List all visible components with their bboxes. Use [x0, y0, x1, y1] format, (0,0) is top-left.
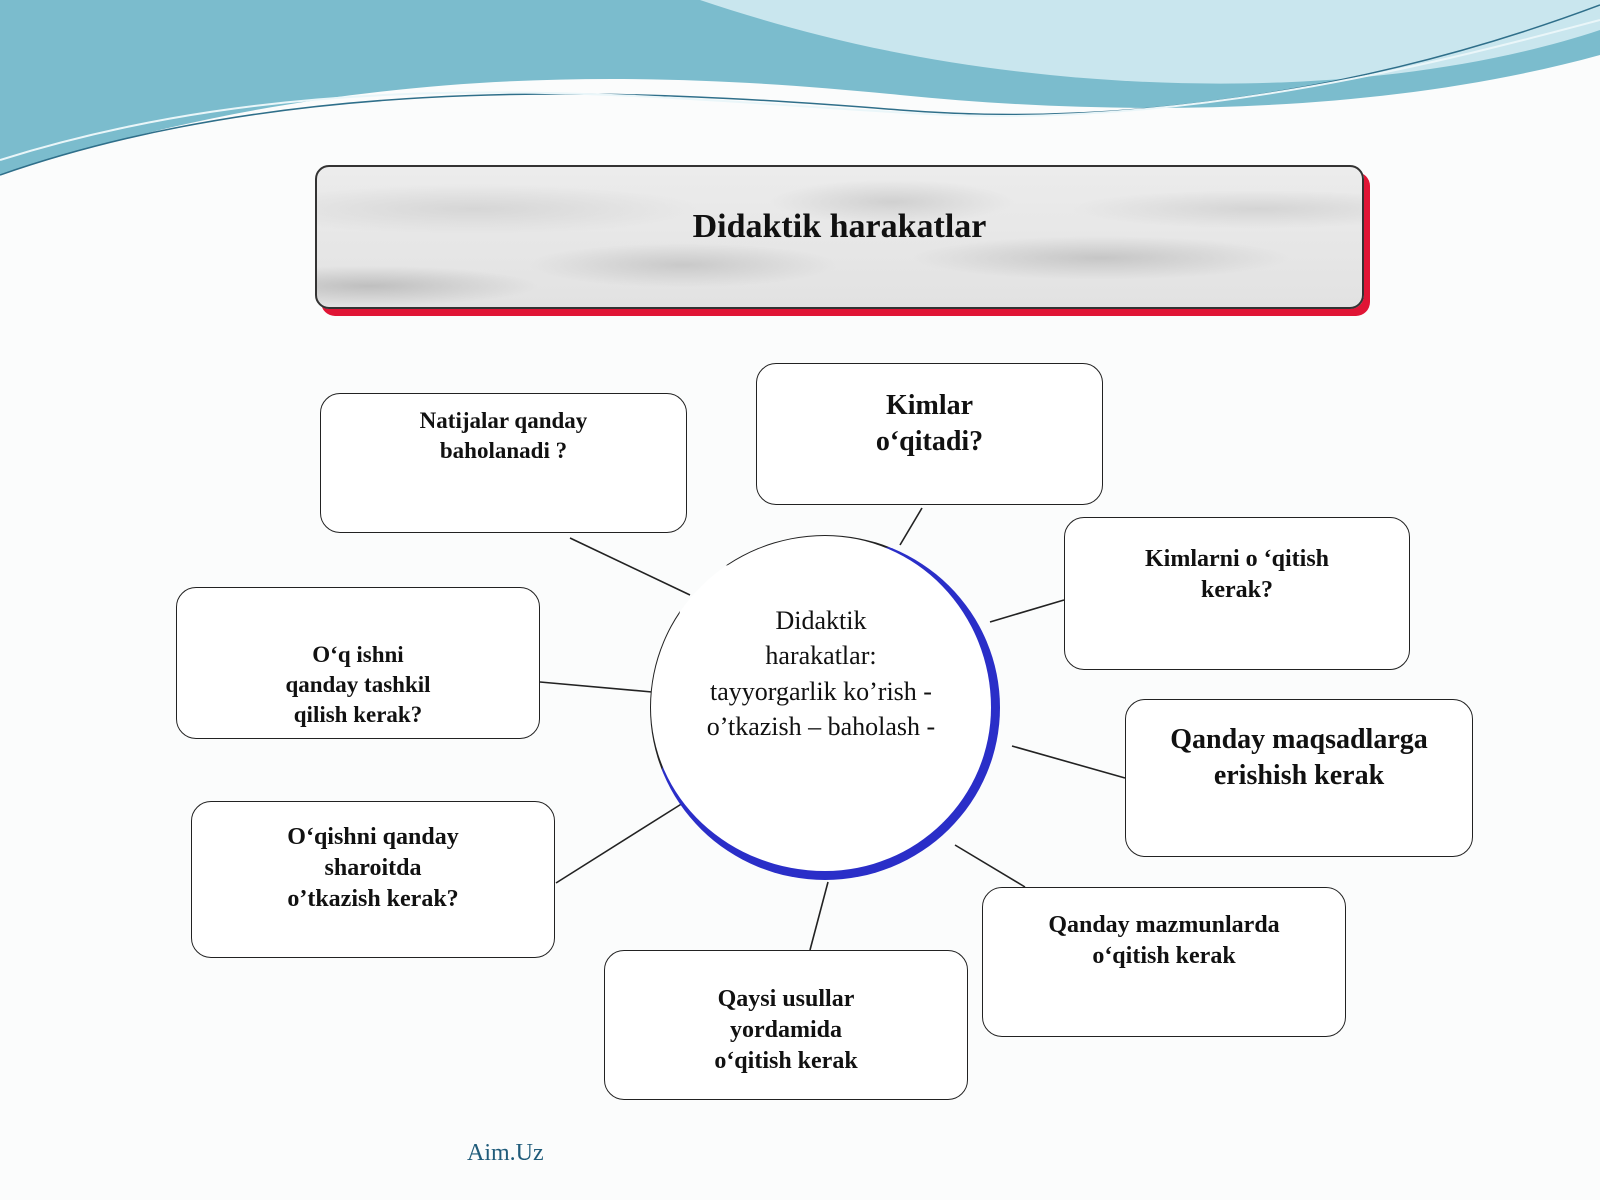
slide-title: Didaktik harakatlar [692, 208, 987, 245]
node-text-line: Natijalar qanday [419, 408, 588, 433]
node-sharoitda [191, 801, 555, 958]
connector-kimlar-oqitadi [900, 508, 922, 545]
node-text-line: Qanday maqsadlarga [1170, 724, 1428, 755]
node-text-line: yordamida [729, 1017, 842, 1044]
node-text-line: o’tkazish kerak? [287, 886, 459, 913]
node-text-line: kerak? [1201, 577, 1273, 604]
node-natijalar [320, 393, 687, 533]
node-text-line: qilish kerak? [293, 701, 423, 727]
node-text-line: erishish kerak [1213, 760, 1385, 792]
connector-maqsadlar [1012, 746, 1125, 778]
connector-usullar [810, 882, 828, 950]
node-text-line: Kimlar [885, 390, 974, 421]
node-maqsadlar [1125, 699, 1473, 857]
node-usullar [604, 950, 968, 1100]
connector-kimlarni-oqitish [990, 600, 1064, 622]
node-oqishni-tashkil [176, 587, 540, 739]
node-kimlar-oqitadi [756, 363, 1103, 505]
connector-natijalar [570, 538, 690, 595]
hub-line-4: o’tkazish – baholash - [706, 711, 936, 741]
node-text-line: baholanadi ? [439, 437, 568, 463]
node-text-line: Qanday mazmunlarda [1048, 912, 1280, 938]
node-text-line: O‘q ishni [312, 642, 404, 667]
connector-sharoitda [556, 803, 683, 883]
node-text-line: Qaysi usullar [717, 986, 855, 1012]
node-text-line: o‘qitish kerak [714, 1048, 858, 1075]
connector-oqishni-tashkil [540, 682, 652, 692]
node-text-line: Kimlarni o ‘qitish [1144, 546, 1330, 572]
node-text-line: o‘qitadi? [875, 426, 984, 458]
hub-line-1: Didaktik [775, 606, 867, 636]
hub-line-2: harakatlar: [765, 641, 877, 671]
node-kimlarni-oqitish [1064, 517, 1410, 670]
hub-line-3: tayyorgarlik ko’rish - [710, 676, 932, 706]
node-mazmunlarda [982, 887, 1346, 1037]
node-text-line: O‘qishni qanday [287, 824, 459, 850]
connector-mazmunlarda [955, 845, 1025, 887]
central-hub-circle [650, 535, 1000, 880]
node-text-line: o‘qitish kerak [1092, 943, 1236, 970]
node-text-line: qanday tashkil [285, 671, 431, 697]
footer-watermark: Aim.Uz [467, 1140, 544, 1166]
node-text-line: sharoitda [324, 855, 422, 882]
